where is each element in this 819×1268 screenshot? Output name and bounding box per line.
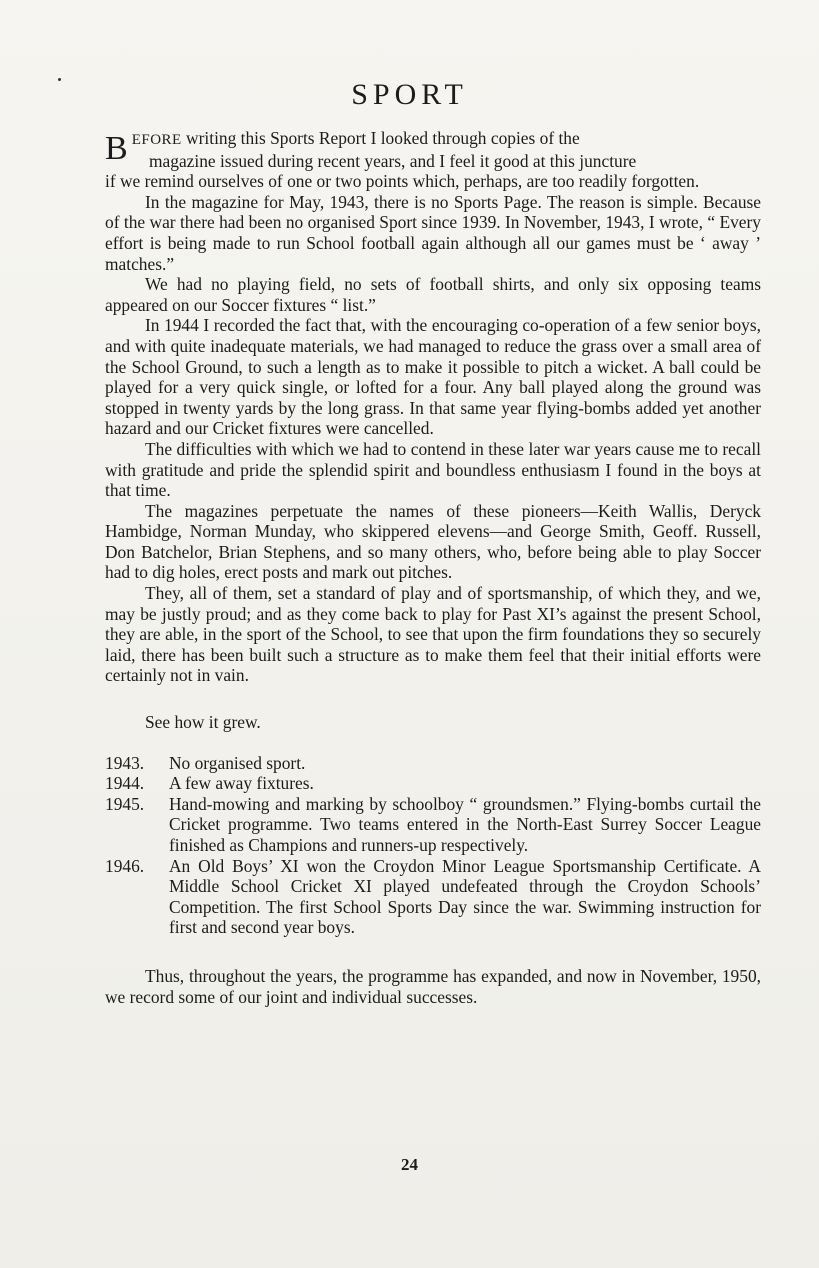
page-number: 24: [401, 1155, 418, 1174]
closing-paragraph: Thus, throughout the years, the programme has expanded, and now in November, 1950, we record some of our joint and individual successes.: [105, 965, 761, 1007]
intro-paragraph: [105, 128, 761, 192]
paragraph-may-1943: In the magazine for May, 1943, there is no Sports Page. The reason is simple. Because of the war there had been no organised Sport since 1939. In November, 1943, I wrote, “ Every effort is being made to run School football again although all our games must be ‘ away ’ matches.”: [105, 191, 761, 274]
timeline-text: A few away fixtures.: [169, 773, 314, 794]
timeline-year: 1944.: [105, 773, 145, 794]
timeline-text: No organised sport.: [169, 752, 306, 773]
article-body: [105, 128, 761, 1007]
timeline-item: [105, 856, 761, 938]
timeline-item: [105, 794, 761, 856]
intro-line1: writing this Sports Report I looked through copies of the: [181, 128, 580, 148]
intro-rest: if we remind ourselves of one or two points which, perhaps, are too readily forgotten.: [105, 171, 700, 192]
timeline-text: Hand-mowing and marking by schoolboy “ groundsmen.” Flying-bombs curtail the Cricket programme. Two teams entered in the North-East Surrey Soccer League finished as Champions and runners-up respectively.: [169, 793, 761, 855]
timeline-item: [105, 753, 761, 774]
timeline-list: [105, 753, 761, 938]
timeline-year: 1945.: [105, 793, 145, 814]
see-how-line: See how it grew.: [145, 712, 261, 733]
timeline-item: [105, 773, 761, 794]
timeline-year: 1946.: [105, 855, 145, 876]
drop-cap: B: [105, 130, 128, 167]
paragraph-standard: They, all of them, set a standard of play and of sportsmanship, of which they, and we, may be justly proud; and as they come back to play for Past XI’s against the present School, they are able, in the sport of the School, to see that upon the firm foundations they so securely laid, there has been built such a structure as to make them feel that their initial efforts were certainly not in vain.: [105, 583, 761, 686]
paragraph-difficulties: The difficulties with which we had to contend in these later war years cause me to recall with gratitude and pride the splendid spirit and boundless enthusiasm I found in the boys at that time.: [105, 438, 761, 501]
intro-line2: magazine issued during recent years, and I feel it good at this juncture: [149, 150, 637, 171]
page-title: SPORT: [351, 78, 468, 111]
paragraph-no-field: We had no playing field, no sets of football shirts, and only six opposing teams appeared on our Soccer fixtures “ list.”: [105, 274, 761, 315]
intro-smallcaps: EFORE: [131, 132, 182, 148]
timeline-text: An Old Boys’ XI won the Croydon Minor League Sportsmanship Certificate. A Middle School Cricket XI played undefeated through the Croydon Schools’ Competition. The first School Sports Day since the war. Swimming instruction for first and second year boys.: [169, 855, 761, 938]
timeline-year: 1943.: [105, 752, 145, 773]
paragraph-pioneers: The magazines perpetuate the names of these pioneers—Keith Wallis, Deryck Hambidge, Norman Munday, who skippered elevens—and George Smith, Geoff. Russell, Don Batchelor, Brian Stephens, and so many others, who, before being able to play Soccer had to dig holes, erect posts and mark out pitches.: [105, 500, 761, 583]
paragraph-1944: In 1944 I recorded the fact that, with the encouraging co-operation of a few senior boys, and with quite inadequate materials, we had managed to reduce the grass over a small area of the School Ground, to such a length as to make it possible to pitch a wicket. A ball could be played for a very quick single, or lofted for a four. Any ball played along the ground was stopped in twenty yards by the long grass. In that same year flying-bombs added yet another hazard and our Cricket fixtures were cancelled.: [105, 315, 761, 439]
